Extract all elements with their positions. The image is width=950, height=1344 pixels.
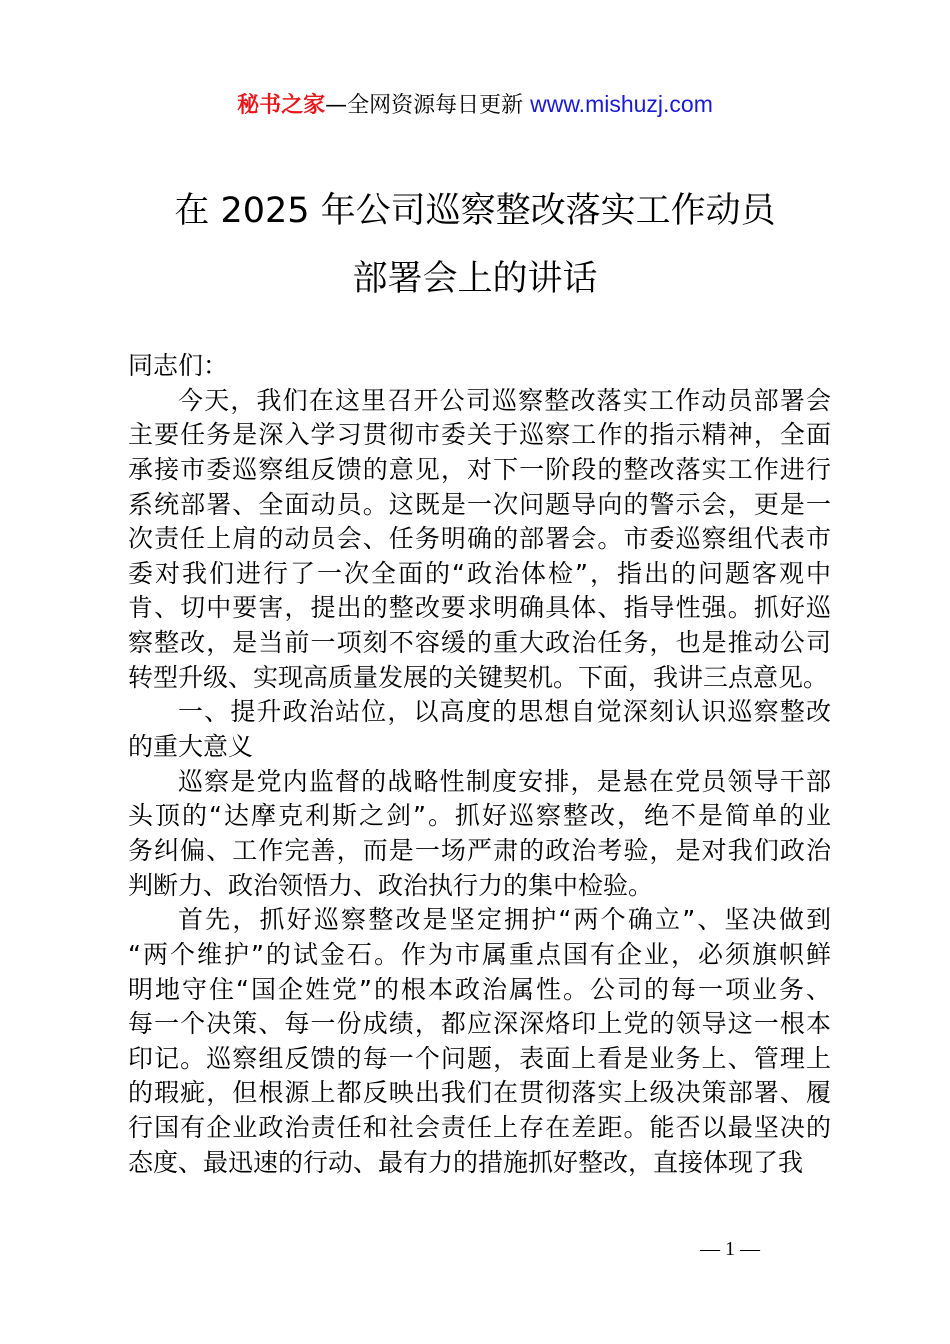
header-tagline: —全网资源每日更新: [325, 93, 531, 118]
document-title-line-1: 在 2025 年公司巡察整改落实工作动员: [174, 191, 776, 231]
text-line: 行国有企业政治责任和社会责任上存在差距。能否以最坚决的: [128, 1113, 831, 1143]
text-line: 委对我们进行了一次全面的“政治体检”，指出的问题客观中: [128, 558, 831, 588]
brand-name: 秘书之家: [237, 93, 326, 118]
page-number: — 1 —: [700, 1238, 760, 1260]
text-line: 同志们：: [128, 351, 229, 380]
document-title-line-2: 部署会上的讲话: [352, 259, 598, 299]
text-line: 明地守住“国企姓党”的根本政治属性。公司的每一项业务、: [128, 974, 831, 1004]
text-line: 判断力、政治领悟力、政治执行力的集中检验。: [128, 870, 654, 900]
text-line: 首先，抓好巡察整改是坚定拥护“两个确立”、坚决做到: [178, 905, 831, 935]
site-url-link[interactable]: www.mishuzj.com: [530, 91, 713, 117]
text-line: 今天，我们在这里召开公司巡察整改落实工作动员部署会: [178, 385, 831, 415]
text-line: 的瑕疵，但根源上都反映出我们在贯彻落实上级决策部署、履: [128, 1078, 831, 1108]
text-line: 承接市委巡察组反馈的意见，对下一阶段的整改落实工作进行: [128, 454, 831, 484]
text-line: 肯、切中要害，提出的整改要求明确具体、指导性强。抓好巡: [128, 593, 831, 623]
paragraph: [128, 695, 831, 764]
text-line: 巡察是党内监督的战略性制度安排，是悬在党员领导干部: [178, 766, 831, 796]
paragraph: [128, 384, 831, 696]
text-line: 次责任上肩的动员会、任务明确的部署会。市委巡察组代表市: [128, 524, 831, 554]
text-line: 每一个决策、每一份成绩，都应深深烙印上党的领导这一根本: [128, 1009, 831, 1039]
text-line: 态度、最迅速的行动、最有力的措施抓好整改，直接体现了我: [128, 1147, 804, 1177]
document-body: [128, 349, 831, 1180]
text-line: 察整改，是当前一项刻不容缓的重大政治任务，也是推动公司: [128, 628, 831, 658]
paragraph: [128, 903, 831, 1180]
text-line: 务纠偏、工作完善，而是一场严肃的政治考验，是对我们政治: [128, 835, 831, 865]
salutation: [128, 349, 831, 384]
site-header: [0, 88, 950, 122]
paragraph: [128, 765, 831, 904]
text-line: 头顶的“达摩克利斯之剑”。抓好巡察整改，绝不是简单的业: [128, 801, 831, 831]
text-line: 主要任务是深入学习贯彻市委关于巡察工作的指示精神，全面: [128, 420, 831, 450]
text-line: 一、提升政治站位，以高度的思想自觉深刻认识巡察整改: [178, 697, 831, 727]
text-line: 印记。巡察组反馈的每一个问题，表面上看是业务上、管理上: [128, 1043, 831, 1073]
text-line: 转型升级、实现高质量发展的关键契机。下面，我讲三点意见。: [128, 662, 829, 692]
text-line: “两个维护”的试金石。作为市属重点国有企业，必须旗帜鲜: [128, 939, 831, 969]
text-line: 系统部署、全面动员。这既是一次问题导向的警示会，更是一: [128, 489, 831, 519]
text-line: 的重大意义: [128, 732, 254, 762]
